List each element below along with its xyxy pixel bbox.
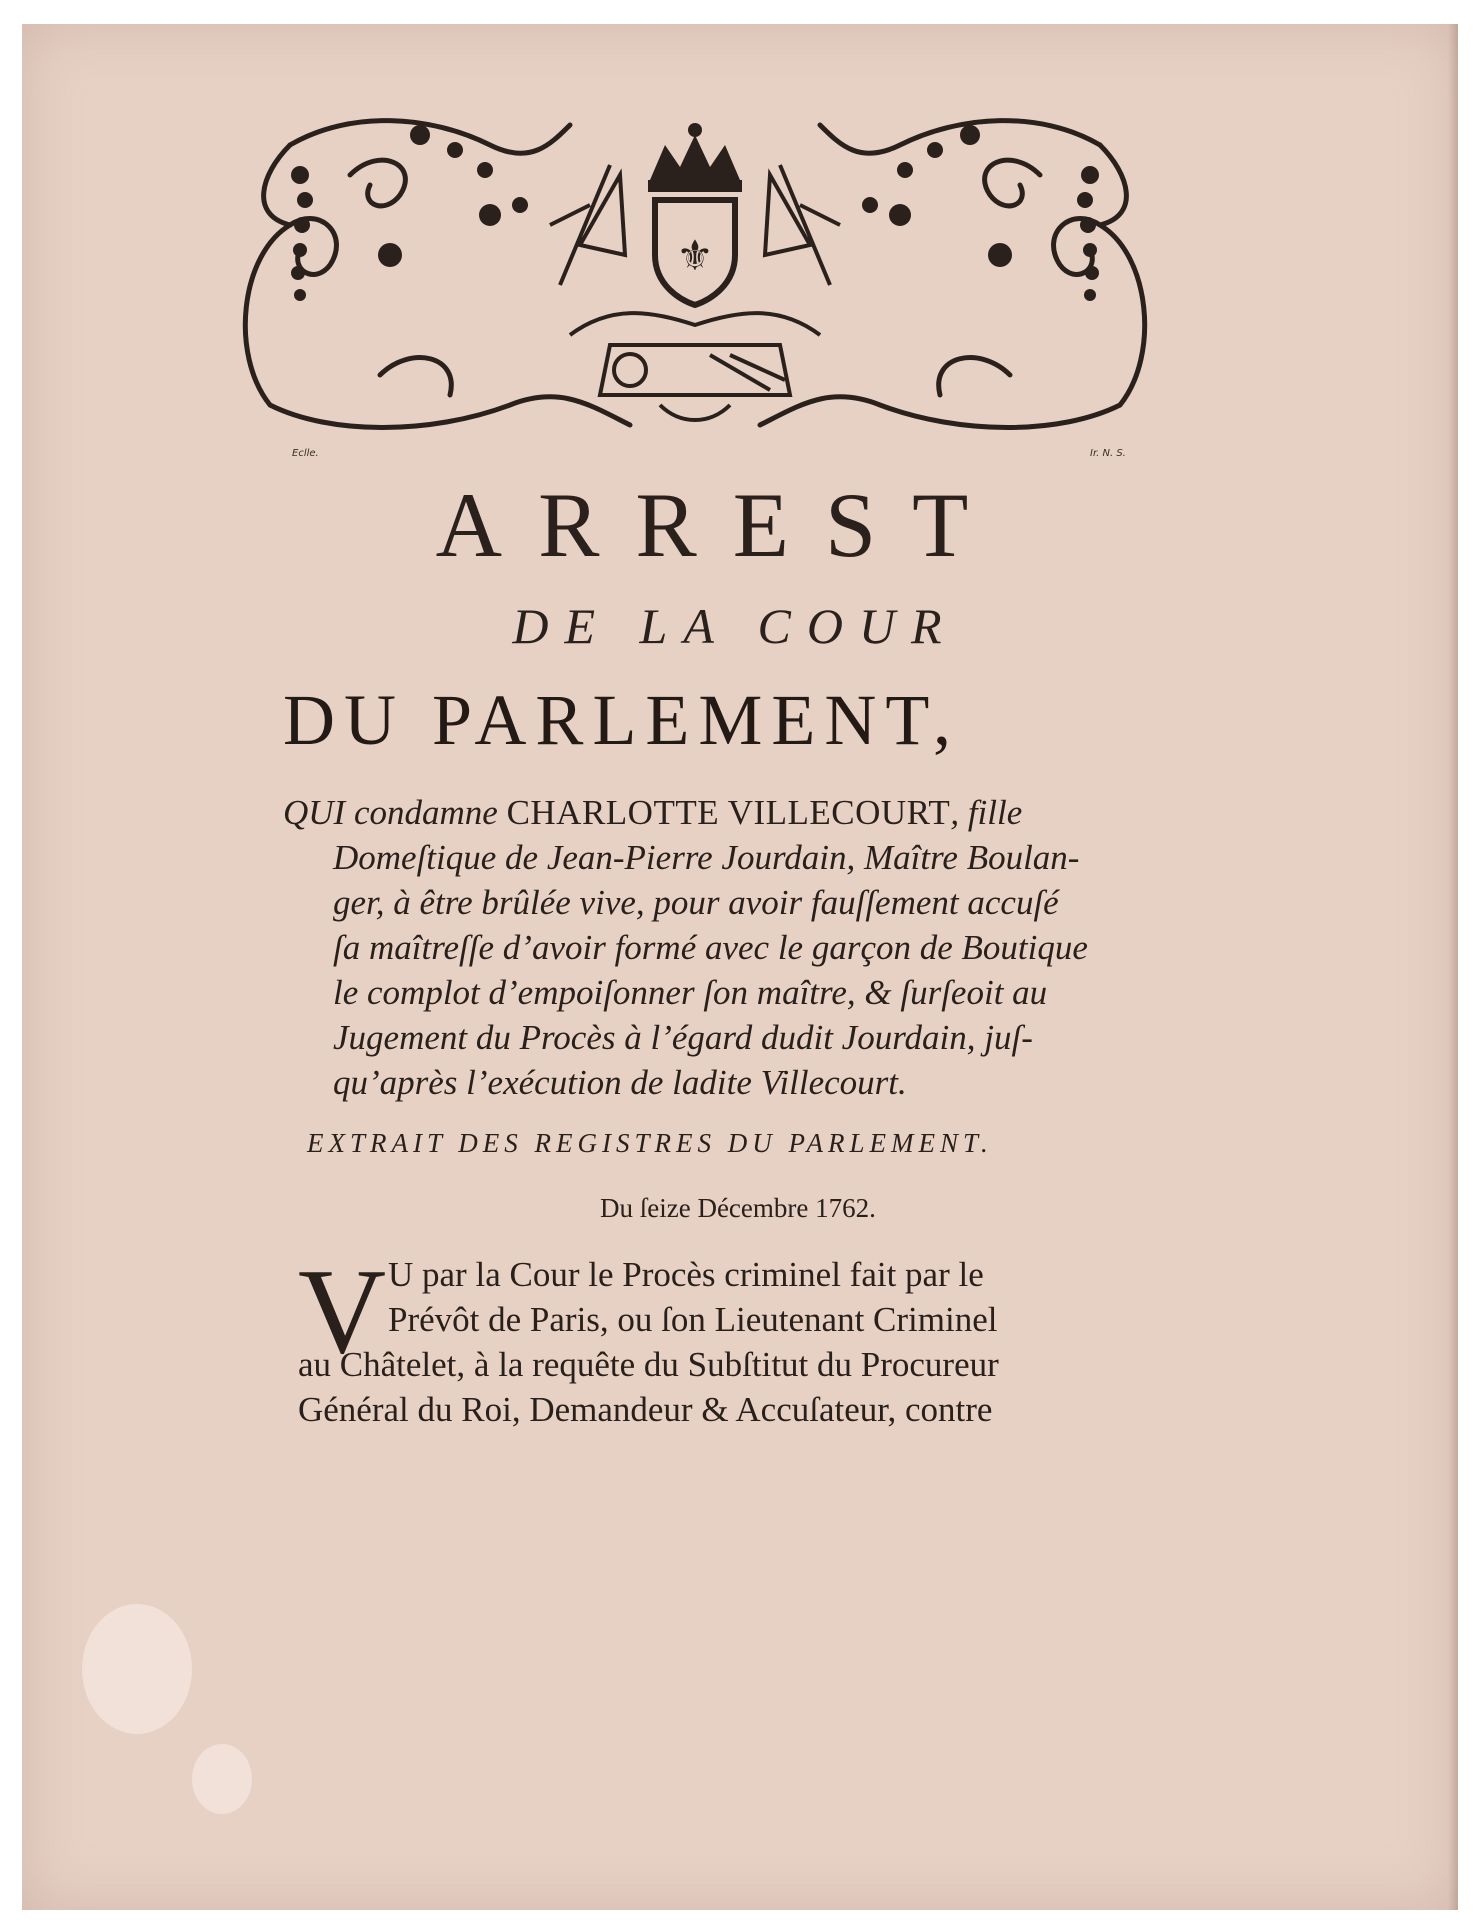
engraver-mark-left: Eclle. bbox=[292, 448, 319, 459]
body-paragraph bbox=[298, 1244, 1160, 1432]
summary-line: qu’après l’exécution de ladite Villecourt. bbox=[333, 1063, 907, 1102]
decree-date: Du ſeize Décembre 1762. bbox=[600, 1193, 876, 1223]
accused-name: CHARLOTTE VILLECOURT bbox=[506, 793, 951, 832]
title-du-parlement: DU PARLEMENT, bbox=[283, 680, 961, 760]
engraver-mark-right: Ir. N. S. bbox=[1090, 448, 1126, 459]
ornament-engraving bbox=[230, 105, 1160, 450]
body-line: U par la Cour le Procès criminel fait par le bbox=[388, 1255, 984, 1294]
summary-line: le complot d’empoiſonner ſon maître, & ſurſeoit au bbox=[333, 973, 1048, 1012]
paper-stain bbox=[192, 1744, 252, 1814]
extrait-heading: EXTRAIT DES REGISTRES DU PARLEMENT. bbox=[307, 1128, 993, 1158]
paper-stain bbox=[82, 1604, 192, 1734]
body-line: Prévôt de Paris, ou ſon Lieutenant Criminel bbox=[388, 1300, 998, 1339]
summary-line: Domeſtique de Jean-Pierre Jourdain, Maître Boulan- bbox=[333, 838, 1080, 877]
summary-line: ſa maîtreſſe d’avoir formé avec le garçon de Boutique bbox=[333, 928, 1088, 967]
drop-cap: V bbox=[298, 1244, 387, 1379]
summary-paragraph bbox=[283, 790, 1163, 1105]
royal-arms-vignette bbox=[230, 105, 1160, 450]
svg-text:⚜: ⚜ bbox=[676, 231, 714, 280]
summary-text: , fille bbox=[950, 793, 1023, 832]
summary-line: ger, à être brûlée vive, pour avoir fauſſement accuſé bbox=[333, 883, 1059, 922]
summary-line: Jugement du Procès à l’égard dudit Jourdain, juſ- bbox=[333, 1018, 1033, 1057]
title-arrest: ARREST bbox=[435, 474, 1005, 576]
title-de-la-cour: DE LA COUR bbox=[512, 598, 958, 654]
body-line: au Châtelet, à la requête du Subſtitut du Procureur bbox=[298, 1345, 999, 1384]
body-line: Général du Roi, Demandeur & Accuſateur, contre bbox=[298, 1390, 993, 1429]
summary-line bbox=[283, 790, 1163, 835]
summary-text: QUI condamne bbox=[283, 793, 507, 832]
page-edge-shadow bbox=[1448, 24, 1458, 1910]
